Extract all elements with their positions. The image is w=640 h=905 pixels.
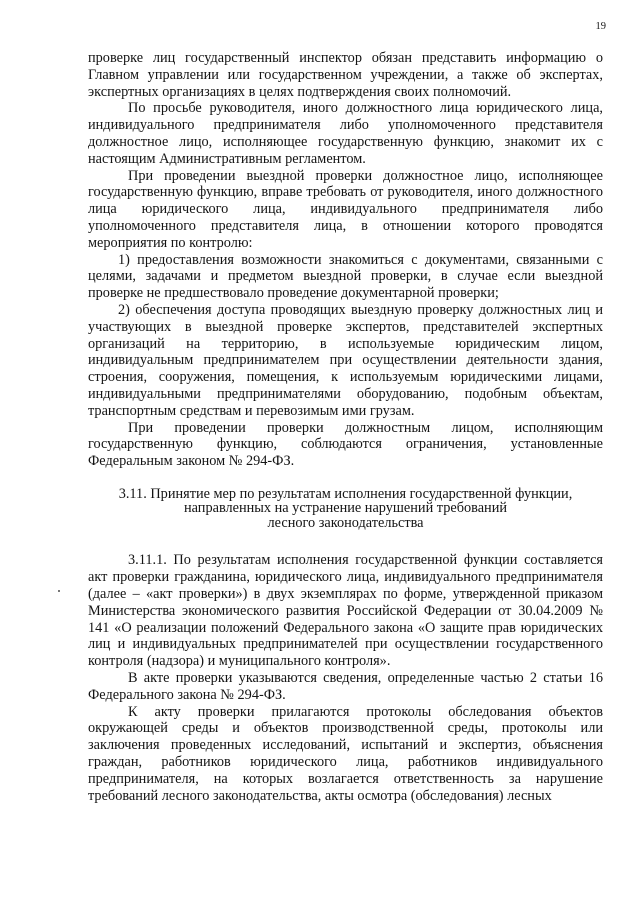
section-heading-line-2: направленных на устранение нарушений требований	[183, 500, 507, 517]
section-heading-line-1: 3.11. Принятие мер по результатам исполнения государственной функции,	[118, 485, 573, 502]
paragraph-act-contents: В акте проверки указываются сведения, определенные частью 2 статьи 16 Федерального закона № 294-ФЗ.	[88, 670, 603, 703]
section-heading	[88, 487, 603, 531]
paragraph-act-attachments: К акту проверки прилагаются протоколы обследования объектов окружающей среды и объектов производственной среды, протоколы или заключения проведенных исследований, испытаний и экспертиз, объяснения граждан, работников юридического лица, работников индивидуального предпринимателя, на которых возлагается ответственность за нарушение требований лесного законодательства, акты осмотра (обследования) лесных	[88, 703, 603, 804]
list-item-2: 2) обеспечения доступа проводящих выездную проверку должностных лиц и участвующих в выездной проверке экспертов, представителей экспертных организаций на территорию, в используемые юридическим лицом, индивидуальным предпринимателем при осуществлении деятельности здания, строения, сооружения, помещения, к используемым юридическими лицами, индивидуальными предпринимателями оборудованию, подобным объектам, транспортным средствам и перевозимым ими грузам.	[88, 301, 603, 419]
section-heading-line-3: лесного законодательства	[267, 514, 424, 531]
paragraph-inspection-act: 3.11.1. По результатам исполнения государственной функции составляется акт проверки гражданина, юридического лица, индивидуального предпринимателя (далее – «акт проверки») в двух экземплярах по форме, утвержденной приказом Министерства экономического развития Российской Федерации от 30.04.2009 № 141 «О реализации положений Федерального закона «О защите прав юридических лиц и индивидуальных предпринимателей при осуществлении государственного контроля (надзора) и муниципального контроля».	[88, 552, 603, 670]
paragraph-regulation-acquaint: По просьбе руководителя, иного должностного лица юридического лица, индивидуального предпринимателя либо уполномоченного представителя должностное лицо, исполняющее государственную функцию, знакомит их с настоящим Административным регламентом.	[88, 100, 603, 167]
page-number: 19	[595, 21, 606, 32]
document-body	[88, 50, 603, 804]
margin-mark	[58, 590, 60, 592]
paragraph-onsite-requirements: При проведении выездной проверки должностное лицо, исполняющее государственную функцию, вправе требовать от руководителя, иного должностного лица юридического лица, индивидуального предпринимателя либо уполномоченного представителя лица, в отношении которого проводятся мероприятия по контролю:	[88, 167, 603, 251]
paragraph-inspector-info: проверке лиц государственный инспектор обязан представить информацию о Главном управлении или государственном учреждении, а также об экспертах, экспертных организациях в целях подтверждения своих полномочий.	[88, 50, 603, 100]
paragraph-restrictions: При проведении проверки должностным лицом, исполняющим государственную функцию, соблюдаются ограничения, установленные Федеральным законом № 294-ФЗ.	[88, 419, 603, 470]
list-item-1: 1) предоставления возможности знакомиться с документами, связанными с целями, задачами и предметом выездной проверки, в случае если выездной проверке не предшествовало проведение документарной проверки;	[88, 251, 603, 302]
